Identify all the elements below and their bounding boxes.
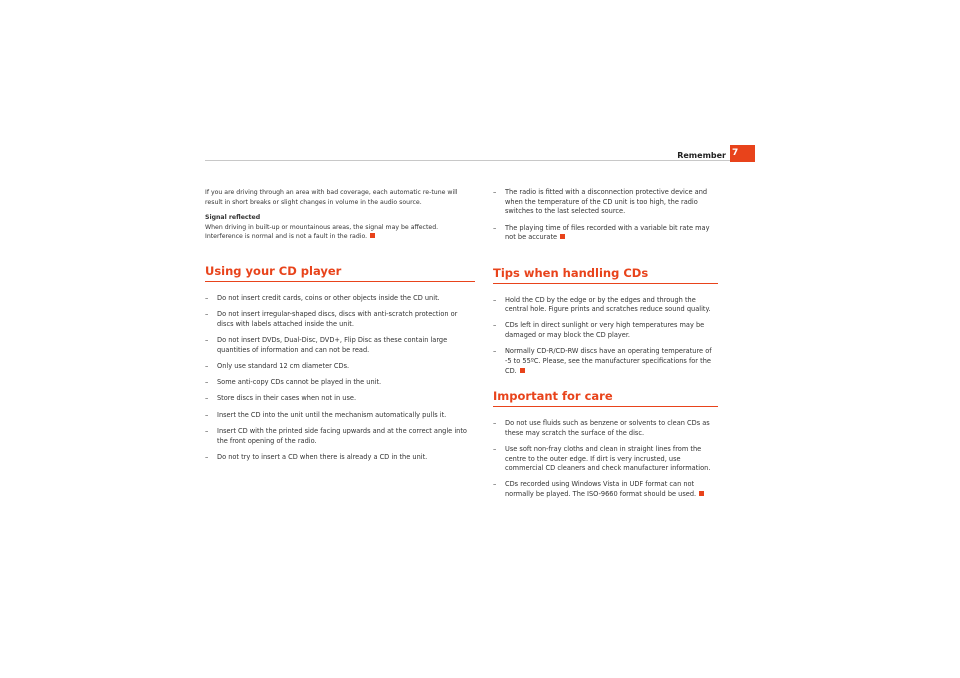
left-column <box>205 188 475 469</box>
list-item: – Normally CD-R/CD-RW discs have an operating temperature of -5 to 55ºC. Please, see the manufacturer specifications for the CD. <box>493 347 718 376</box>
list-item: – Insert the CD into the unit until the mechanism automatically pulls it. <box>205 411 475 421</box>
list-item: – The playing time of files recorded with a variable bit rate may not be accurate <box>493 224 718 243</box>
end-of-section-icon <box>520 368 525 373</box>
signal-reflected-paragraph: When driving in built-up or mountainous areas, the signal may be affected. Interference is normal and is not a fault in the radio. <box>205 223 439 241</box>
list-item: – Use soft non-fray cloths and clean in straight lines from the centre to the outer edge. If dirt is very incrusted, use commercial CD cleaners and check manufacturer information. <box>493 445 718 474</box>
list-item: – Do not use fluids such as benzene or solvents to clean CDs as these may scratch the surface of the disc. <box>493 419 718 438</box>
intro-paragraph: If you are driving through an area with bad coverage, each automatic re-tune will result in short breaks or slight changes in volume in the audio source. <box>205 189 458 206</box>
list-item: – Some anti-copy CDs cannot be played in the unit. <box>205 378 475 388</box>
section-title-tips: Tips when handling CDs <box>493 266 718 284</box>
list-item: – Do not try to insert a CD when there is already a CD in the unit. <box>205 453 475 463</box>
tips-list <box>493 296 718 377</box>
page-number-tab: 7 <box>730 145 755 162</box>
list-item: – Do not insert irregular-shaped discs, discs with anti-scratch protection or discs with labels attached inside the unit. <box>205 310 475 329</box>
header-title: Remember <box>677 151 726 160</box>
list-item: – The radio is fitted with a disconnection protective device and when the temperature of the CD unit is too high, the radio switches to the last selected source. <box>493 188 718 217</box>
care-list <box>493 419 718 500</box>
continued-list <box>493 188 718 243</box>
list-item: – Do not insert credit cards, coins or other objects inside the CD unit. <box>205 294 475 304</box>
section-title-care: Important for care <box>493 389 718 407</box>
right-column <box>493 188 718 506</box>
list-item: – Store discs in their cases when not in use. <box>205 394 475 404</box>
section-title-cd-player: Using your CD player <box>205 264 475 282</box>
list-item: – CDs left in direct sunlight or very high temperatures may be damaged or may block the CD player. <box>493 321 718 340</box>
list-item: – Do not insert DVDs, Dual-Disc, DVD+, Flip Disc as these contain large quantities of information and can not be read. <box>205 336 475 355</box>
list-item: – Only use standard 12 cm diameter CDs. <box>205 362 475 372</box>
list-item: – CDs recorded using Windows Vista in UDF format can not normally be played. The ISO-9660 format should be used. <box>493 480 718 499</box>
header-rule <box>205 160 730 161</box>
cd-player-list <box>205 294 475 462</box>
end-of-section-icon <box>370 233 375 238</box>
end-of-section-icon <box>560 234 565 239</box>
signal-reflected-heading: Signal reflected <box>205 214 261 222</box>
list-item: – Hold the CD by the edge or by the edges and through the central hole. Figure prints and scratches reduce sound quality. <box>493 296 718 315</box>
list-item: – Insert CD with the printed side facing upwards and at the correct angle into the front opening of the radio. <box>205 427 475 446</box>
end-of-section-icon <box>699 491 704 496</box>
